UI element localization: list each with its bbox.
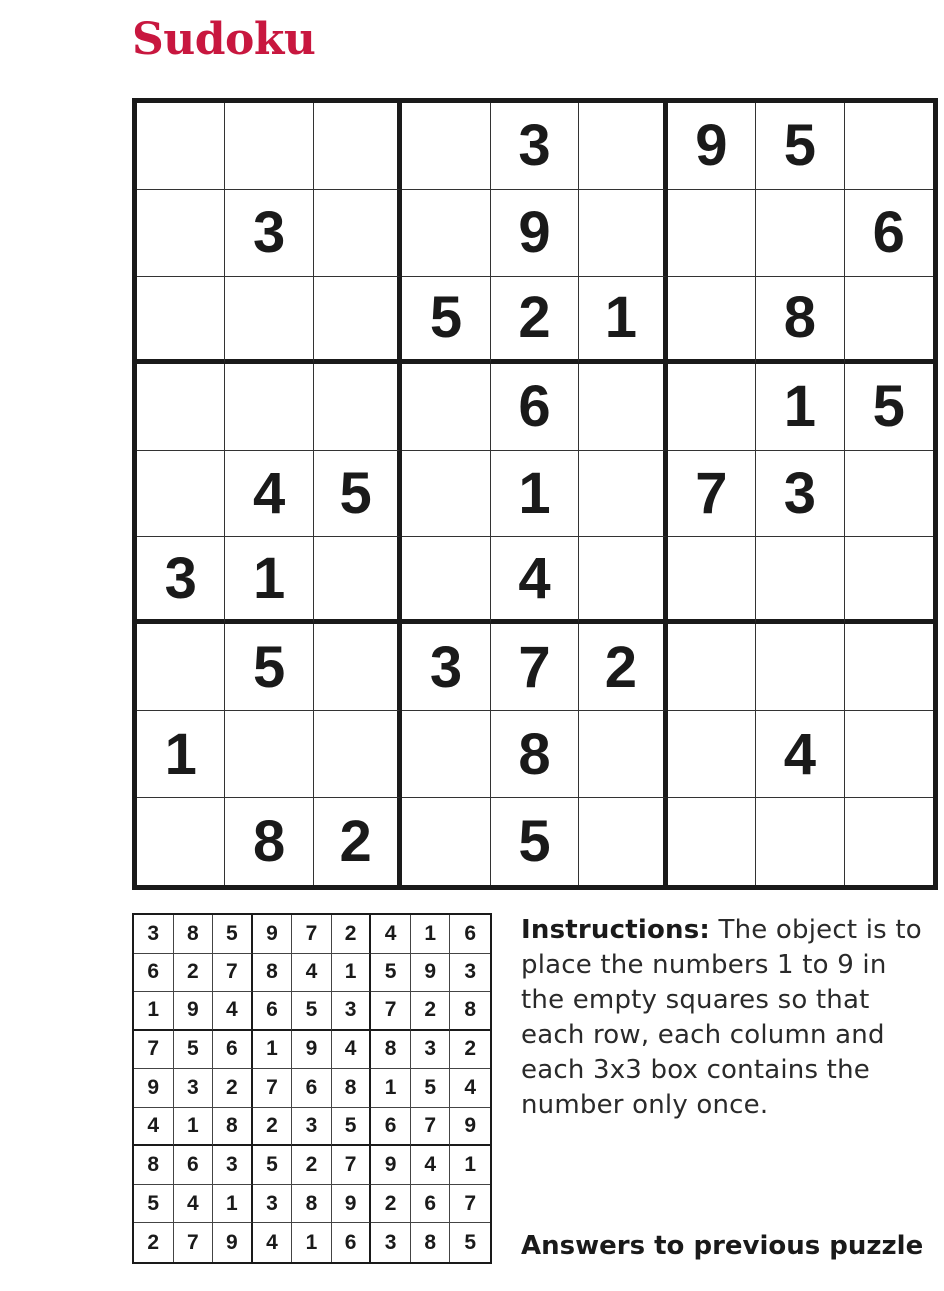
answer-cell: 9	[213, 1223, 253, 1262]
answer-cell: 7	[213, 954, 253, 993]
sudoku-cell[interactable]: 4	[225, 451, 313, 538]
answer-cell: 5	[134, 1185, 174, 1224]
sudoku-cell[interactable]	[137, 364, 225, 451]
answer-cell: 7	[371, 992, 411, 1031]
sudoku-cell[interactable]: 1	[756, 364, 844, 451]
sudoku-cell[interactable]: 3	[756, 451, 844, 538]
answer-cell: 7	[332, 1146, 372, 1185]
sudoku-cell[interactable]: 2	[314, 798, 402, 885]
answer-cell: 2	[174, 954, 214, 993]
previous-answers-grid	[132, 913, 492, 1264]
answer-cell: 9	[134, 1069, 174, 1108]
sudoku-cell[interactable]	[137, 451, 225, 538]
sudoku-cell[interactable]: 7	[491, 624, 579, 711]
answer-cell: 1	[174, 1108, 214, 1147]
sudoku-cell[interactable]	[845, 537, 933, 624]
sudoku-cell[interactable]: 4	[491, 537, 579, 624]
answer-cell: 2	[134, 1223, 174, 1262]
answer-cell: 4	[292, 954, 332, 993]
answer-cell: 4	[174, 1185, 214, 1224]
sudoku-cell[interactable]	[579, 190, 667, 277]
sudoku-cell[interactable]: 3	[402, 624, 490, 711]
sudoku-cell[interactable]: 1	[225, 537, 313, 624]
sudoku-cell[interactable]	[579, 711, 667, 798]
sudoku-cell[interactable]: 4	[756, 711, 844, 798]
sudoku-cell[interactable]	[314, 277, 402, 364]
sudoku-cell[interactable]	[402, 451, 490, 538]
answer-cell: 6	[411, 1185, 451, 1224]
answer-cell: 7	[253, 1069, 293, 1108]
answer-cell: 2	[253, 1108, 293, 1147]
sudoku-cell[interactable]	[668, 277, 756, 364]
sudoku-cell[interactable]	[668, 798, 756, 885]
answer-cell: 8	[411, 1223, 451, 1262]
answer-cell: 4	[213, 992, 253, 1031]
answer-cell: 6	[213, 1031, 253, 1070]
answer-cell: 1	[253, 1031, 293, 1070]
answer-cell: 7	[411, 1108, 451, 1147]
sudoku-cell[interactable]	[225, 711, 313, 798]
answer-cell: 7	[450, 1185, 490, 1224]
instructions-text: The object is to place the numbers 1 to 9 in the empty squares so that each row, each column and each 3x3 box contains the number only once.	[521, 915, 922, 1120]
answer-cell: 8	[134, 1146, 174, 1185]
answer-cell: 3	[332, 992, 372, 1031]
answer-cell: 9	[411, 954, 451, 993]
sudoku-cell[interactable]	[314, 624, 402, 711]
sudoku-cell[interactable]	[137, 798, 225, 885]
sudoku-cell[interactable]	[579, 364, 667, 451]
instructions	[521, 913, 926, 1123]
sudoku-cell[interactable]	[668, 537, 756, 624]
sudoku-cell[interactable]: 5	[756, 103, 844, 190]
sudoku-cell[interactable]: 5	[402, 277, 490, 364]
sudoku-cell[interactable]: 3	[491, 103, 579, 190]
answer-cell: 3	[371, 1223, 411, 1262]
sudoku-cell[interactable]: 7	[668, 451, 756, 538]
answer-cell: 6	[371, 1108, 411, 1147]
sudoku-cell[interactable]	[668, 364, 756, 451]
answer-cell: 8	[371, 1031, 411, 1070]
sudoku-cell[interactable]	[845, 798, 933, 885]
answer-cell: 2	[450, 1031, 490, 1070]
sudoku-cell[interactable]	[756, 537, 844, 624]
sudoku-cell[interactable]: 1	[579, 277, 667, 364]
sudoku-cell[interactable]	[402, 190, 490, 277]
answer-cell: 2	[332, 915, 372, 954]
answer-cell: 8	[253, 954, 293, 993]
answer-cell: 4	[134, 1108, 174, 1147]
answer-cell: 6	[174, 1146, 214, 1185]
sudoku-cell[interactable]	[668, 190, 756, 277]
instructions-label: Instructions:	[521, 915, 711, 945]
sudoku-cell[interactable]	[845, 451, 933, 538]
answer-cell: 4	[332, 1031, 372, 1070]
answer-cell: 5	[332, 1108, 372, 1147]
sudoku-cell[interactable]	[756, 624, 844, 711]
answer-cell: 5	[253, 1146, 293, 1185]
sudoku-cell[interactable]	[314, 537, 402, 624]
answer-cell: 7	[292, 915, 332, 954]
sudoku-cell[interactable]	[756, 798, 844, 885]
answer-cell: 2	[371, 1185, 411, 1224]
answer-cell: 4	[450, 1069, 490, 1108]
answer-cell: 4	[411, 1146, 451, 1185]
answer-cell: 8	[213, 1108, 253, 1147]
sudoku-cell[interactable]: 6	[845, 190, 933, 277]
answer-cell: 7	[174, 1223, 214, 1262]
sudoku-cell[interactable]	[402, 364, 490, 451]
answer-cell: 3	[253, 1185, 293, 1224]
answer-cell: 2	[292, 1146, 332, 1185]
sudoku-cell[interactable]	[402, 103, 490, 190]
sudoku-cell[interactable]	[314, 103, 402, 190]
sudoku-cell[interactable]	[137, 624, 225, 711]
answer-cell: 9	[292, 1031, 332, 1070]
sudoku-cell[interactable]	[402, 537, 490, 624]
answer-cell: 7	[134, 1031, 174, 1070]
answer-cell: 4	[371, 915, 411, 954]
answer-cell: 8	[450, 992, 490, 1031]
answer-cell: 5	[174, 1031, 214, 1070]
answer-cell: 3	[292, 1108, 332, 1147]
answer-cell: 3	[134, 915, 174, 954]
sudoku-cell[interactable]	[137, 190, 225, 277]
sudoku-cell[interactable]: 9	[491, 190, 579, 277]
sudoku-cell[interactable]	[225, 277, 313, 364]
answer-cell: 1	[371, 1069, 411, 1108]
answer-cell: 5	[292, 992, 332, 1031]
page-title: Sudoku	[132, 14, 316, 65]
sudoku-cell[interactable]	[579, 537, 667, 624]
sudoku-cell[interactable]: 5	[314, 451, 402, 538]
sudoku-cell[interactable]: 1	[491, 451, 579, 538]
sudoku-cell[interactable]: 8	[756, 277, 844, 364]
sudoku-cell[interactable]: 2	[579, 624, 667, 711]
sudoku-cell[interactable]: 3	[137, 537, 225, 624]
sudoku-cell[interactable]: 2	[491, 277, 579, 364]
sudoku-cell[interactable]	[668, 711, 756, 798]
answer-cell: 5	[411, 1069, 451, 1108]
sudoku-cell[interactable]	[845, 277, 933, 364]
sudoku-cell[interactable]: 5	[845, 364, 933, 451]
answer-cell: 9	[174, 992, 214, 1031]
answer-cell: 3	[174, 1069, 214, 1108]
sudoku-cell[interactable]	[668, 624, 756, 711]
answer-cell: 3	[411, 1031, 451, 1070]
sudoku-cell[interactable]	[402, 711, 490, 798]
answer-cell: 6	[134, 954, 174, 993]
sudoku-cell[interactable]	[314, 190, 402, 277]
answer-cell: 6	[292, 1069, 332, 1108]
sudoku-cell[interactable]: 9	[668, 103, 756, 190]
answer-cell: 6	[253, 992, 293, 1031]
sudoku-cell[interactable]	[579, 451, 667, 538]
answer-cell: 9	[253, 915, 293, 954]
answer-cell: 5	[371, 954, 411, 993]
sudoku-cell[interactable]	[225, 103, 313, 190]
sudoku-cell[interactable]	[137, 103, 225, 190]
answer-cell: 3	[213, 1146, 253, 1185]
sudoku-cell[interactable]: 8	[225, 798, 313, 885]
answer-cell: 1	[213, 1185, 253, 1224]
sudoku-cell[interactable]	[845, 711, 933, 798]
sudoku-cell[interactable]: 5	[225, 624, 313, 711]
answer-cell: 9	[450, 1108, 490, 1147]
sudoku-cell[interactable]: 3	[225, 190, 313, 277]
sudoku-cell[interactable]	[845, 103, 933, 190]
sudoku-cell[interactable]	[314, 364, 402, 451]
answer-cell: 5	[213, 915, 253, 954]
answer-cell: 4	[253, 1223, 293, 1262]
sudoku-cell[interactable]	[402, 798, 490, 885]
sudoku-puzzle-grid	[132, 98, 938, 890]
answer-cell: 8	[174, 915, 214, 954]
sudoku-cell[interactable]: 6	[491, 364, 579, 451]
sudoku-cell[interactable]	[845, 624, 933, 711]
answer-cell: 1	[450, 1146, 490, 1185]
answer-cell: 1	[292, 1223, 332, 1262]
answer-cell: 1	[411, 915, 451, 954]
sudoku-cell[interactable]	[579, 798, 667, 885]
answer-cell: 2	[213, 1069, 253, 1108]
answer-cell: 8	[292, 1185, 332, 1224]
answer-cell: 6	[450, 915, 490, 954]
sudoku-cell[interactable]	[756, 190, 844, 277]
sudoku-cell[interactable]	[225, 364, 313, 451]
answer-cell: 1	[332, 954, 372, 993]
sudoku-cell[interactable]	[579, 103, 667, 190]
sudoku-cell[interactable]: 8	[491, 711, 579, 798]
answer-cell: 9	[371, 1146, 411, 1185]
answers-caption: Answers to previous puzzle	[521, 1231, 924, 1261]
sudoku-cell[interactable]: 1	[137, 711, 225, 798]
answer-cell: 9	[332, 1185, 372, 1224]
answer-cell: 5	[464, 1230, 477, 1254]
answer-cell: 8	[332, 1069, 372, 1108]
answer-cell: 2	[411, 992, 451, 1031]
answer-cell: 1	[134, 992, 174, 1031]
answer-cell: 3	[450, 954, 490, 993]
sudoku-cell[interactable]	[314, 711, 402, 798]
sudoku-cell[interactable]: 5	[491, 798, 579, 885]
sudoku-cell[interactable]	[137, 277, 225, 364]
answer-cell: 6	[332, 1223, 372, 1262]
